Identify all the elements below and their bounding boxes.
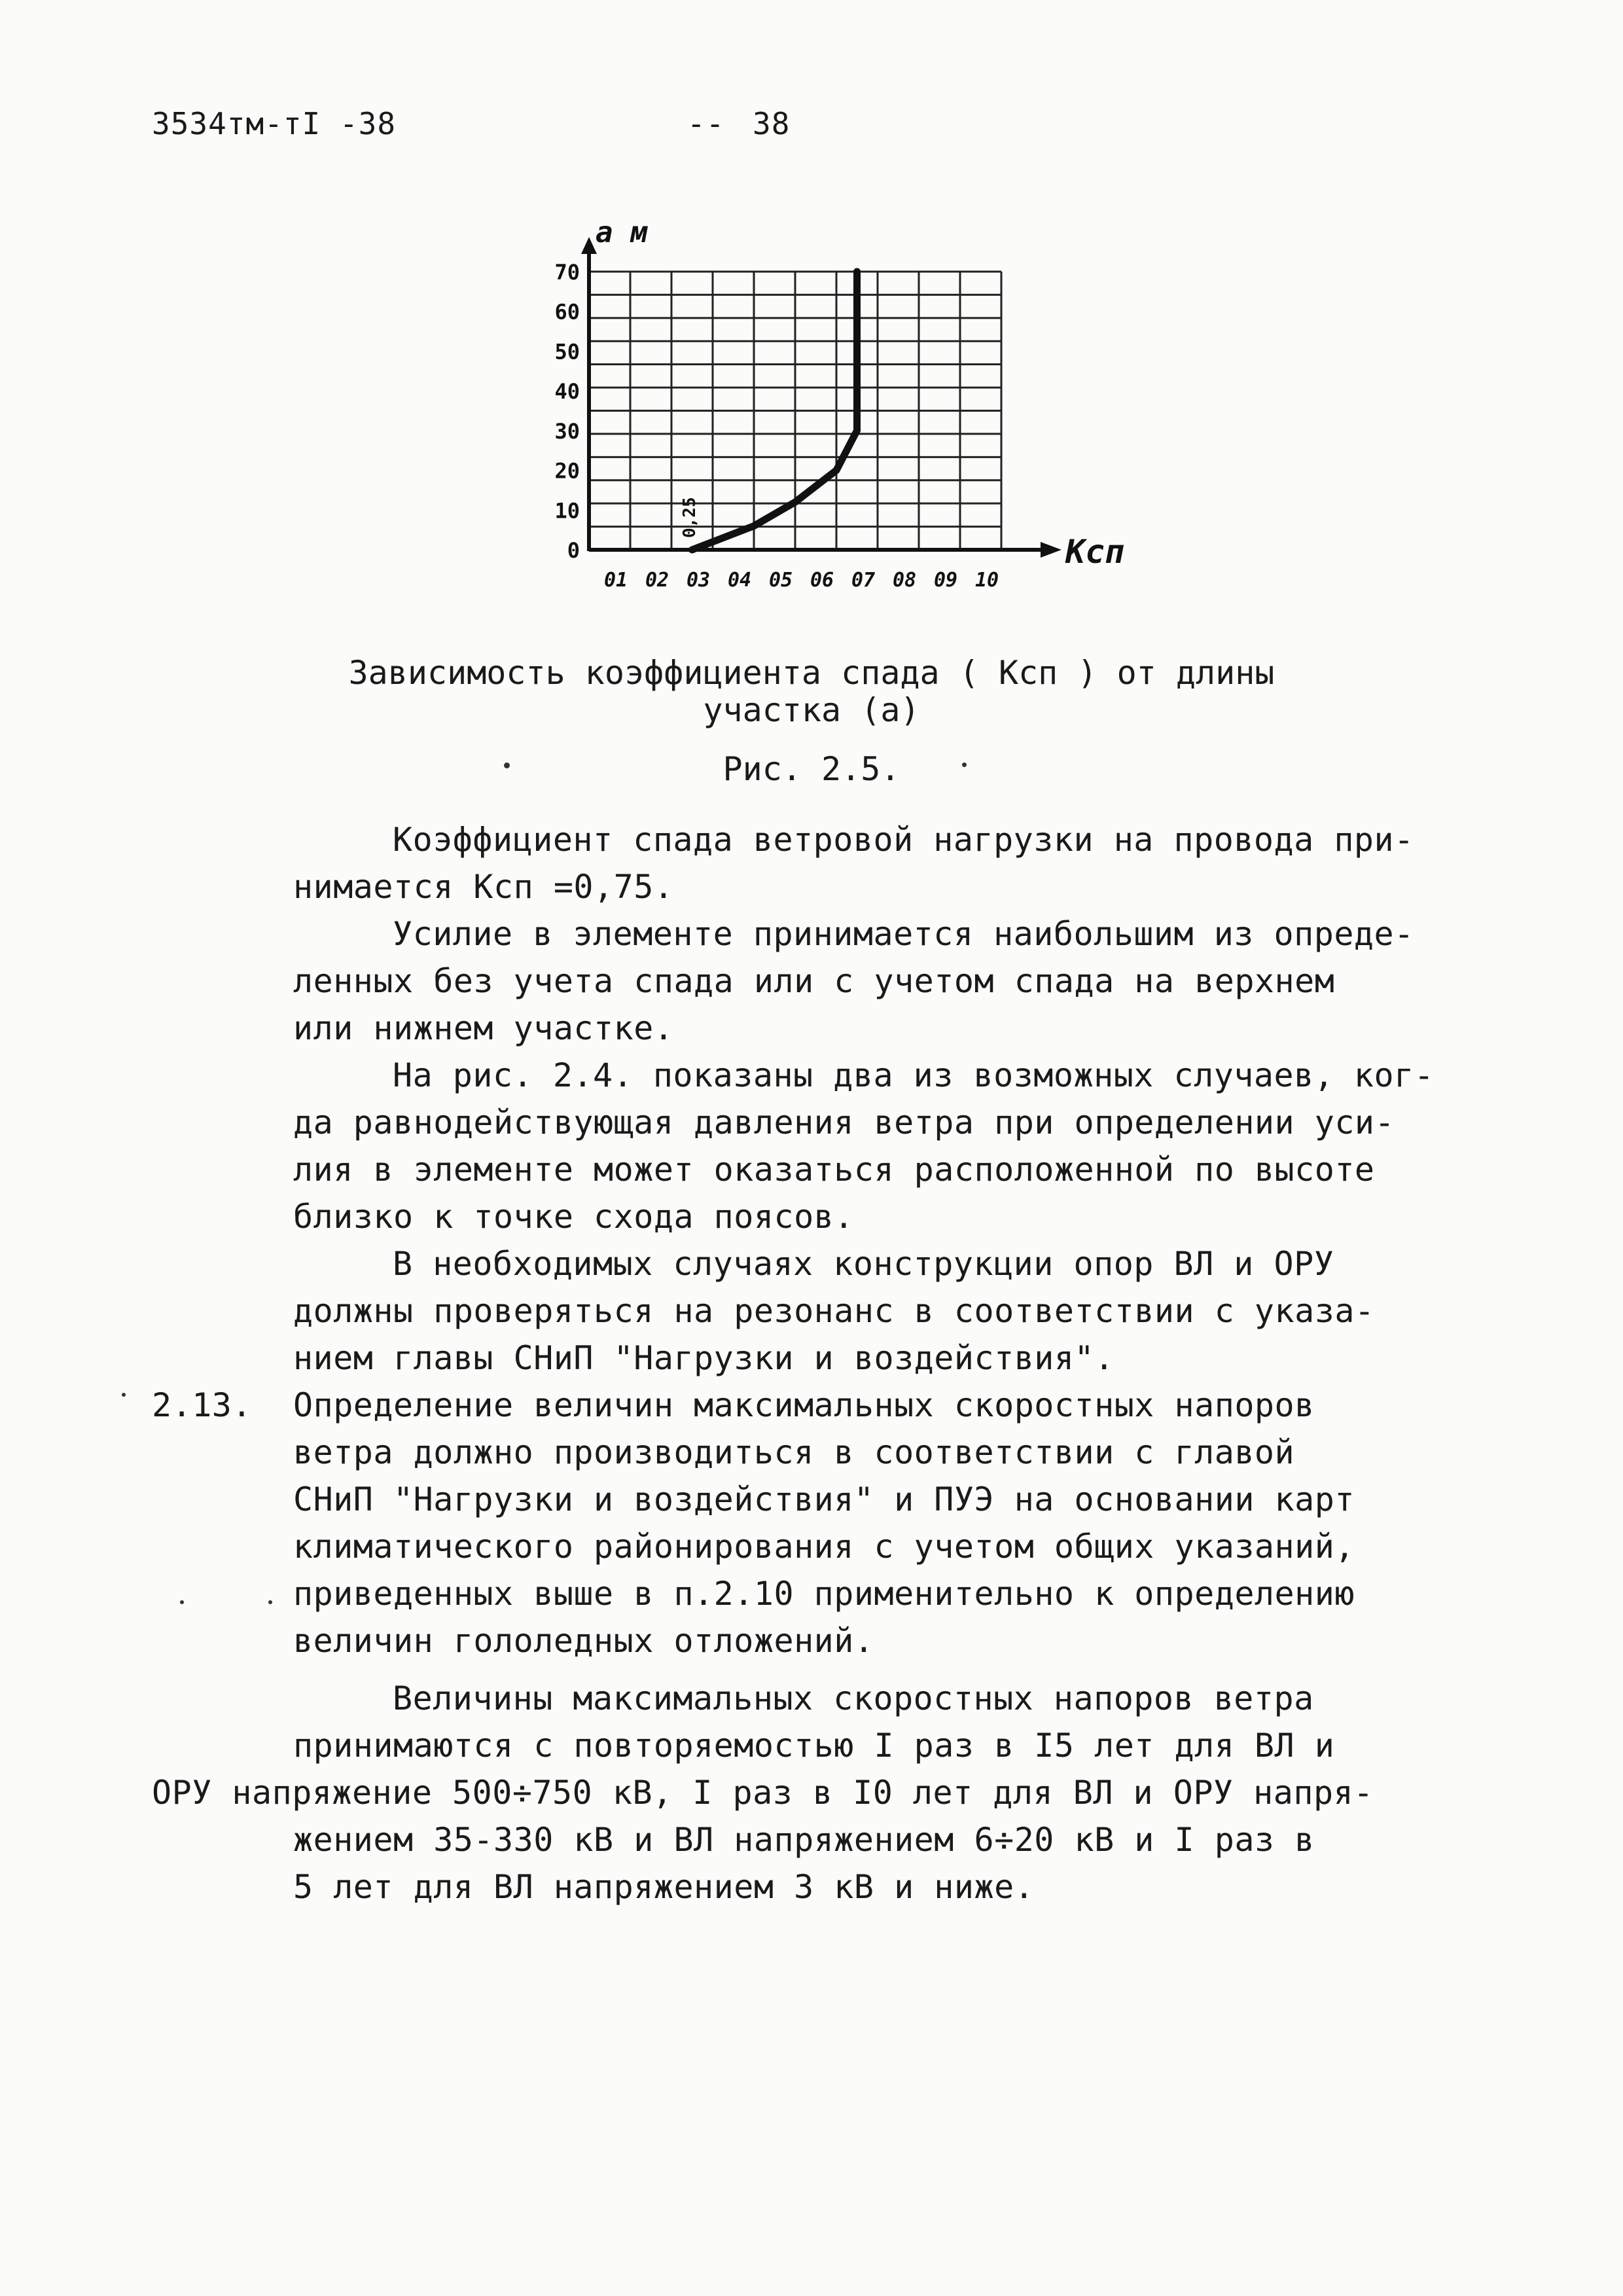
chart-axes <box>581 237 1061 558</box>
paragraph-4-line-3: нием главы СНиП "Нагрузки и воздействия". <box>293 1339 1115 1377</box>
figure-caption-line-1: Зависимость коэффициента спада ( Ксп ) от длины <box>348 654 1275 692</box>
header-dash: -- <box>687 106 725 141</box>
x-tick-label: 02 <box>645 569 669 592</box>
chart-annotation: 0,25 <box>680 497 700 538</box>
scan-speck <box>180 1600 184 1604</box>
paragraph-6-line-4: жением 35-330 кВ и ВЛ напряжением 6÷20 кВ и I раз в <box>293 1821 1315 1859</box>
paragraph-5-line-1: Определение величин максимальных скоростных напоров <box>293 1386 1315 1424</box>
y-tick-label: 70 <box>554 260 580 285</box>
x-tick-label: 04 <box>727 569 752 592</box>
x-tick-label: 09 <box>933 569 958 592</box>
paragraph-3-line-3: лия в элементе может оказаться расположенной по высоте <box>293 1151 1375 1189</box>
x-axis-arrow <box>1041 542 1061 558</box>
document-code: 3534тм-тI -38 <box>152 106 397 141</box>
x-tick-label: 06 <box>810 569 834 592</box>
paragraph-5-line-6: величин гололедных отложений. <box>293 1622 874 1660</box>
paragraph-4-line-1: В необходимых случаях конструкции опор ВЛ и ОРУ <box>393 1245 1334 1283</box>
paragraph-5-line-3: СНиП "Нагрузки и воздействия" и ПУЭ на основании карт <box>293 1480 1355 1518</box>
y-tick-label: 10 <box>554 498 580 524</box>
x-tick-label: 03 <box>686 569 711 592</box>
paragraph-3-line-4: близко к точке схода поясов. <box>293 1198 854 1236</box>
x-tick-label: 05 <box>768 569 793 592</box>
scan-speck <box>268 1600 272 1604</box>
paragraph-3-line-2: да равнодействующая давления ветра при определении уси- <box>293 1103 1395 1141</box>
paragraph-5-line-5: приведенных выше в п.2.10 применительно к определению <box>293 1575 1355 1613</box>
y-tick-label: 20 <box>554 458 580 484</box>
scan-speck <box>962 762 967 767</box>
paragraph-1-line-1: Коэффициент спада ветровой нагрузки на провода при- <box>393 821 1414 859</box>
scan-speck <box>504 762 510 768</box>
x-tick-label: 07 <box>851 569 876 592</box>
section-number: 2.13. <box>152 1386 253 1424</box>
y-tick-label: 60 <box>554 299 580 325</box>
x-tick-label: 08 <box>892 569 917 592</box>
x-axis-label: Ксп <box>1065 533 1125 571</box>
paragraph-6-line-2: принимаются с повторяемостью I раз в I5 лет для ВЛ и <box>293 1727 1335 1765</box>
x-tick-labels <box>604 569 999 592</box>
paragraph-1-line-2: нимается Ксп =0,75. <box>293 868 674 906</box>
decay-coefficient-chart <box>524 216 1152 609</box>
paragraph-3-line-1: На рис. 2.4. показаны два из возможных случаев, ког- <box>393 1056 1435 1094</box>
paragraph-6-line-3: ОРУ напряжение 500÷750 кВ, I раз в I0 лет для ВЛ и ОРУ напря- <box>152 1774 1374 1812</box>
figure-label: Рис. 2.5. <box>722 750 901 788</box>
y-axis-label: а м <box>596 216 648 249</box>
figure-caption-line-2: участка (а) <box>703 691 920 729</box>
scan-speck <box>122 1393 126 1397</box>
y-tick-label: 50 <box>554 339 580 365</box>
paragraph-2-line-1: Усилие в элементе принимается наибольшим из опреде- <box>393 915 1414 953</box>
chart-grid <box>589 272 1001 550</box>
paragraph-2-line-2: ленных без учета спада или с учетом спада на верхнем <box>293 962 1335 1000</box>
paragraph-2-line-3: или нижнем участке. <box>293 1009 674 1047</box>
y-tick-label: 0 <box>567 538 580 563</box>
y-tick-label: 40 <box>554 379 580 404</box>
paragraph-4-line-2: должны проверяться на резонанс в соответствии с указа- <box>293 1292 1375 1330</box>
paragraph-5-line-2: ветра должно производиться в соответствии с главой <box>293 1433 1295 1471</box>
x-tick-label: 01 <box>603 569 628 592</box>
paragraph-6-line-5: 5 лет для ВЛ напряжением 3 кВ и ниже. <box>293 1868 1035 1906</box>
y-tick-labels <box>554 260 580 563</box>
x-tick-label: 10 <box>974 569 999 592</box>
page-number: 38 <box>753 106 791 141</box>
y-axis-arrow <box>581 237 597 254</box>
paragraph-6-line-1: Величины максимальных скоростных напоров ветра <box>393 1679 1314 1717</box>
y-tick-label: 30 <box>554 418 580 444</box>
paragraph-5-line-4: климатического районирования с учетом общих указаний, <box>293 1528 1355 1566</box>
